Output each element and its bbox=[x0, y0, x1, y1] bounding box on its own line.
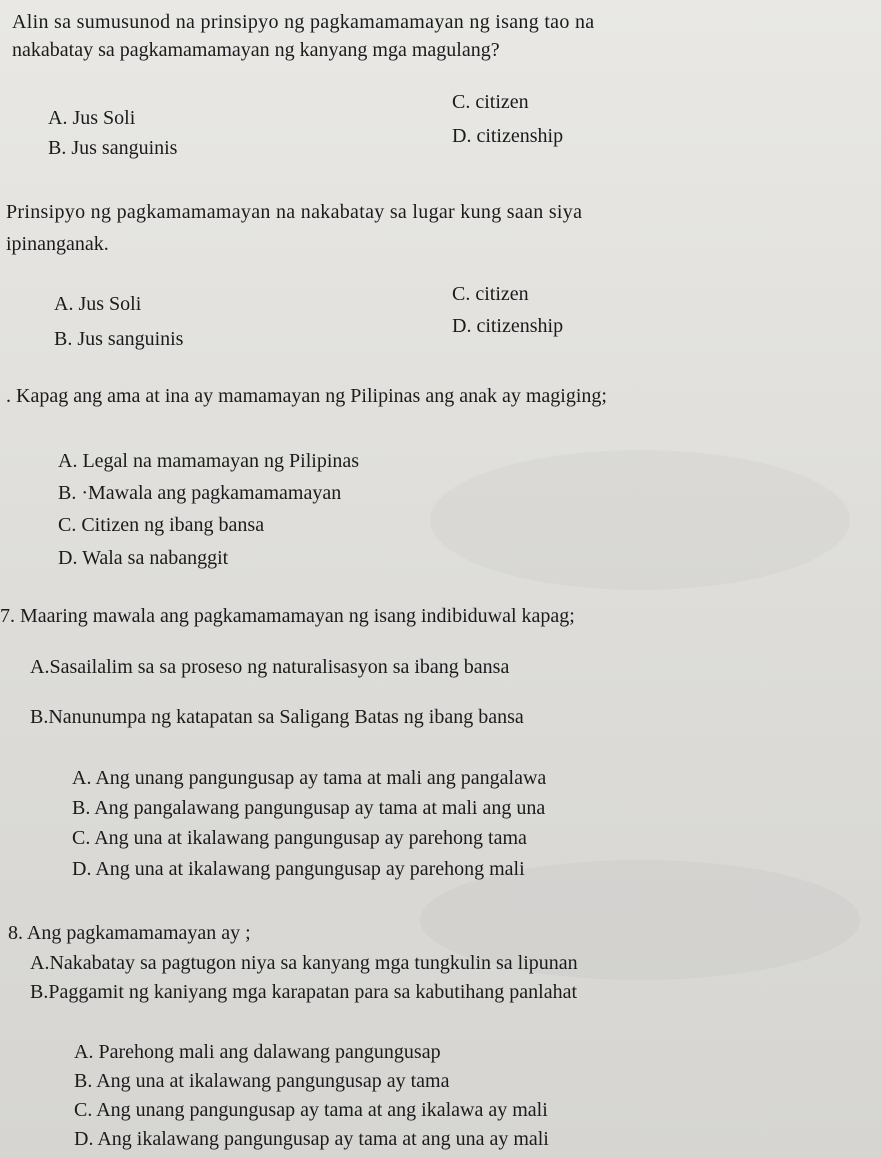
question-8-option-b: B. Ang una at ikalawang pangungusap ay tama bbox=[74, 1070, 450, 1092]
question-7-statement-b: B.Nanunumpa ng katapatan sa Saligang Batas ng ibang bansa bbox=[30, 706, 524, 728]
question-3-stem: . Kapag ang ama at ina ay mamamayan ng Pilipinas ang anak ay magiging; bbox=[6, 385, 607, 407]
question-2-option-a: A. Jus Soli bbox=[54, 293, 142, 315]
question-7-option-a: A. Ang unang pangungusap ay tama at mali ang pangalawa bbox=[72, 767, 547, 789]
question-8-statement-b: B.Paggamit ng kaniyang mga karapatan para sa kabutihang panlahat bbox=[30, 981, 578, 1003]
question-2-stem-line2: ipinanganak. bbox=[6, 233, 109, 255]
question-1-option-d: D. citizenship bbox=[452, 125, 564, 147]
question-8-option-a: A. Parehong mali ang dalawang pangungusap bbox=[74, 1041, 441, 1063]
question-1-option-a: A. Jus Soli bbox=[48, 107, 136, 129]
question-7-option-d: D. Ang una at ikalawang pangungusap ay parehong mali bbox=[72, 858, 525, 880]
question-8-statement-a: A.Nakabatay sa pagtugon niya sa kanyang mga tungkulin sa lipunan bbox=[30, 952, 578, 974]
question-7-option-b: B. Ang pangalawang pangungusap ay tama at mali ang una bbox=[72, 797, 546, 819]
question-3-option-b: B. ·Mawala ang pagkamamamayan bbox=[58, 482, 342, 504]
question-7-stem: 7. Maaring mawala ang pagkamamamayan ng isang indibiduwal kapag; bbox=[0, 605, 575, 627]
question-1-stem-line1: Alin sa sumusunod na prinsipyo ng pagkamamamayan ng isang tao na bbox=[12, 11, 595, 33]
question-1-option-b: B. Jus sanguinis bbox=[48, 137, 178, 159]
question-7-statement-a: A.Sasailalim sa sa proseso ng naturalisasyon sa ibang bansa bbox=[30, 656, 510, 678]
question-2-option-d: D. citizenship bbox=[452, 315, 564, 337]
question-3-option-d: D. Wala sa nabanggit bbox=[58, 547, 229, 569]
paper-texture bbox=[430, 450, 850, 590]
question-1-option-c: C. citizen bbox=[452, 91, 529, 113]
question-8-option-c: C. Ang unang pangungusap ay tama at ang ikalawa ay mali bbox=[74, 1099, 548, 1121]
question-2-option-b: B. Jus sanguinis bbox=[54, 328, 184, 350]
question-2-stem-line1: Prinsipyo ng pagkamamamayan na nakabatay sa lugar kung saan siya bbox=[6, 201, 583, 223]
question-2-option-c: C. citizen bbox=[452, 283, 529, 305]
question-3-option-c: C. Citizen ng ibang bansa bbox=[58, 514, 265, 536]
question-1-stem-line2: nakabatay sa pagkamamamayan ng kanyang mga magulang? bbox=[12, 39, 500, 61]
question-8-stem: 8. Ang pagkamamamayan ay ; bbox=[8, 922, 251, 944]
question-7-option-c: C. Ang una at ikalawang pangungusap ay parehong tama bbox=[72, 827, 527, 849]
question-8-option-d: D. Ang ikalawang pangungusap ay tama at ang una ay mali bbox=[74, 1128, 549, 1150]
question-3-option-a: A. Legal na mamamayan ng Pilipinas bbox=[58, 450, 360, 472]
